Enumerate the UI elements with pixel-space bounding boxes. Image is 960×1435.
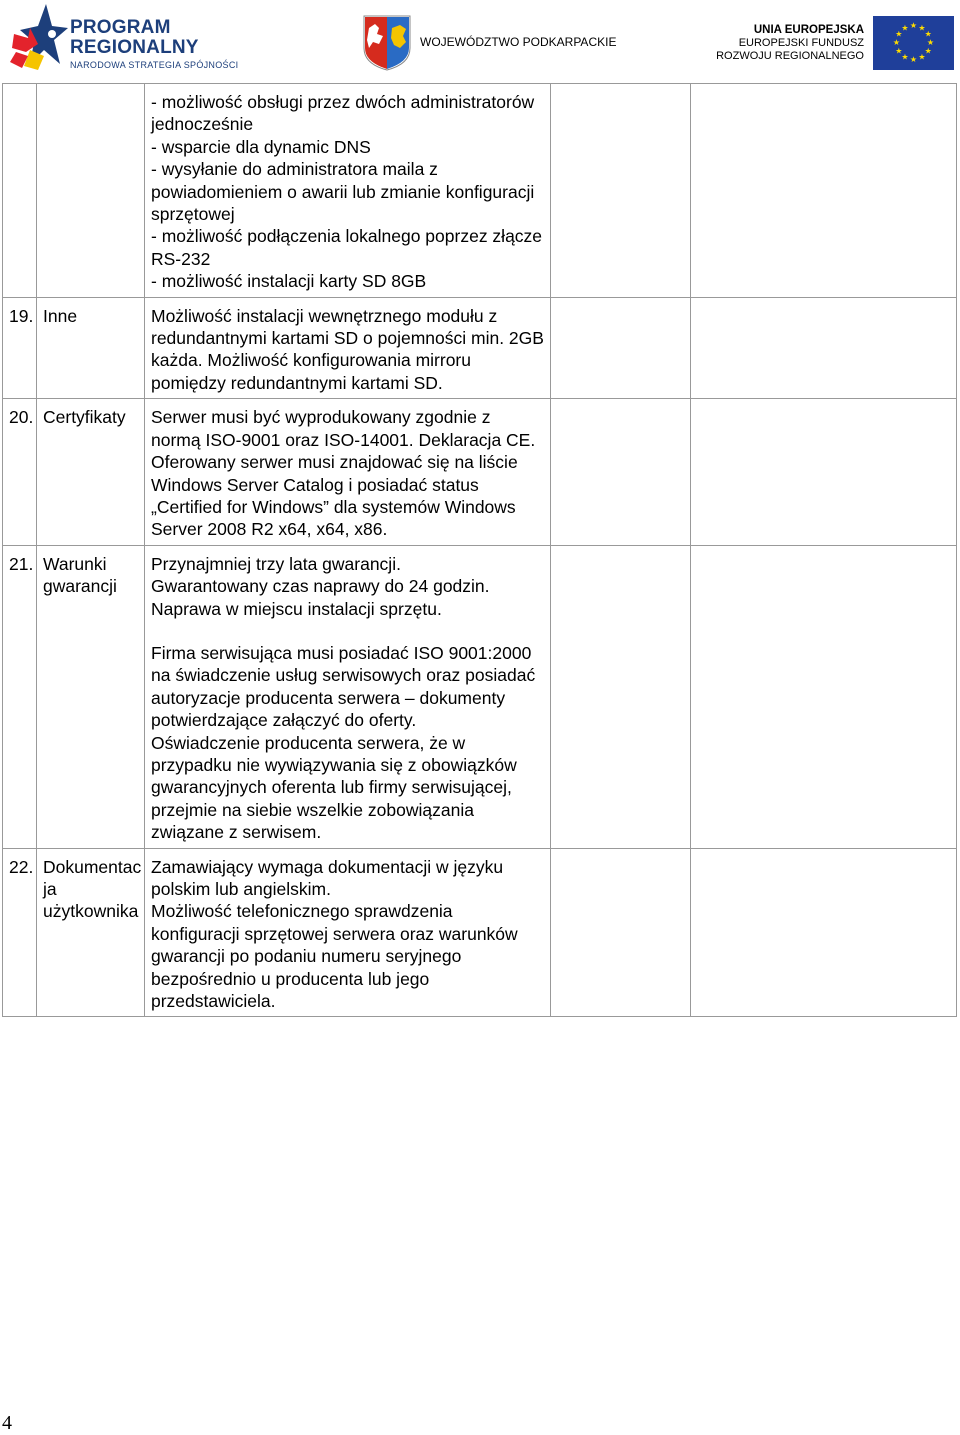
region-label: WOJEWÓDZTWO PODKARPACKIE — [420, 35, 617, 49]
table-row — [3, 297, 957, 399]
svg-text:★: ★ — [918, 23, 926, 33]
description-line: Oświadczenie producenta serwera, że w przypadku nie wywiązywania się z obowiązków gwarancyjnych oferenta lub firmy serwisującej, przejmie na siebie wszelkie zobowiązania związane z serwisem. — [151, 732, 517, 843]
page-number: 4 — [2, 1412, 12, 1434]
program-line3: NARODOWA STRATEGIA SPÓJNOŚCI — [70, 60, 239, 70]
empty-cell — [551, 848, 691, 1017]
row-name-cell — [37, 84, 145, 298]
description-line: Firma serwisująca musi posiadać ISO 9001:2000 na świadczenie usług serwisowych oraz posiadać autoryzacje producenta serwera – dokumenty potwierdzające załączyć do oferty. — [151, 642, 536, 731]
svg-text:★: ★ — [901, 23, 909, 33]
row-number-cell: 19. — [3, 297, 37, 399]
row-number-cell: 20. — [3, 399, 37, 545]
empty-cell — [691, 297, 957, 399]
table-row — [3, 848, 957, 1017]
empty-cell — [551, 545, 691, 848]
row-number-cell — [3, 84, 37, 298]
row-name-cell: Warunki gwarancji — [37, 545, 145, 848]
program-line2: REGIONALNY — [70, 37, 199, 58]
svg-text:★: ★ — [895, 46, 903, 56]
description-line: Naprawa w miejscu instalacji sprzętu. — [151, 598, 442, 619]
row-number-cell: 22. — [3, 848, 37, 1017]
svg-text:★: ★ — [892, 38, 901, 47]
description-line: Możliwość instalacji wewnętrznego modułu z redundantnymi kartami SD o pojemności min. 2GB każda. Możliwość konfigurowania mirroru pomiędzy redundantnymi kartami SD. — [151, 305, 544, 393]
row-description-cell — [145, 297, 551, 399]
empty-cell — [691, 399, 957, 545]
coat-of-arms-icon — [362, 14, 412, 72]
eu-line2: EUROPEJSKI FUNDUSZ — [738, 37, 864, 49]
description-line: - możliwość podłączenia lokalnego poprzez złącze RS-232 — [151, 226, 543, 269]
table-row — [3, 399, 957, 545]
row-name-cell: Dokumentac ja użytkownika — [37, 848, 145, 1017]
description-line: - wsparcie dla dynamic DNS — [151, 136, 371, 157]
row-description-cell — [145, 545, 551, 848]
program-line1: PROGRAM — [70, 17, 171, 38]
program-regionalny-logo — [8, 4, 240, 74]
svg-text:★: ★ — [895, 29, 903, 39]
description-line: - możliwość obsługi przez dwóch administratorów jednocześnie — [151, 92, 535, 135]
description-line: Gwarantowany czas naprawy do 24 godzin. — [151, 576, 490, 597]
eu-flag-icon — [873, 16, 954, 70]
svg-text:★: ★ — [901, 52, 909, 62]
table-row — [3, 84, 957, 298]
description-line: Przynajmniej trzy lata gwarancji. — [151, 553, 401, 574]
empty-cell — [551, 84, 691, 298]
description-line: Zamawiający wymaga dokumentacji w języku polskim lub angielskim. — [151, 856, 504, 899]
eu-text-block — [716, 24, 864, 63]
eu-line3: ROZWOJU REGIONALNEGO — [716, 50, 864, 62]
row-description-cell — [145, 84, 551, 298]
table-row — [3, 545, 957, 848]
empty-cell — [551, 399, 691, 545]
page-header — [0, 0, 960, 80]
row-name-cell: Inne — [37, 297, 145, 399]
empty-cell — [691, 545, 957, 848]
empty-cell — [551, 297, 691, 399]
row-name-cell: Certyfikaty — [37, 399, 145, 545]
svg-text:★: ★ — [909, 21, 918, 30]
empty-cell — [691, 84, 957, 298]
empty-cell — [691, 848, 957, 1017]
eu-line1: UNIA EUROPEJSKA — [753, 24, 864, 36]
description-line: Oferowany serwer musi znajdować się na liście Windows Server Catalog i posiadać status „Certified for Windows” dla systemów Windows Server 2008 R2 x64, x64, x86. — [151, 452, 518, 540]
row-number-cell: 21. — [3, 545, 37, 848]
row-description-cell — [145, 399, 551, 545]
description-line: - wysyłanie do administratora maila z powiadomieniem o awarii lub zmianie konfiguracji sprzętowej — [151, 159, 535, 225]
svg-text:★: ★ — [926, 38, 935, 47]
svg-text:★: ★ — [918, 52, 926, 62]
svg-text:★: ★ — [909, 55, 918, 64]
svg-text:★: ★ — [924, 29, 932, 39]
svg-text:★: ★ — [924, 46, 932, 56]
description-line: Możliwość telefonicznego sprawdzenia konfiguracji sprzętowej serwera oraz warunków gwarancji po podaniu numeru seryjnego bezpośrednio u producenta lub jego przedstawiciela. — [151, 901, 518, 1012]
row-description-cell — [145, 848, 551, 1017]
description-line: - możliwość instalacji karty SD 8GB — [151, 271, 427, 292]
star-logo-icon — [8, 4, 68, 74]
description-line: Serwer musi być wyprodukowany zgodnie z normą ISO-9001 oraz ISO-14001. Deklaracja CE. — [151, 407, 536, 450]
specification-table — [2, 83, 957, 1017]
